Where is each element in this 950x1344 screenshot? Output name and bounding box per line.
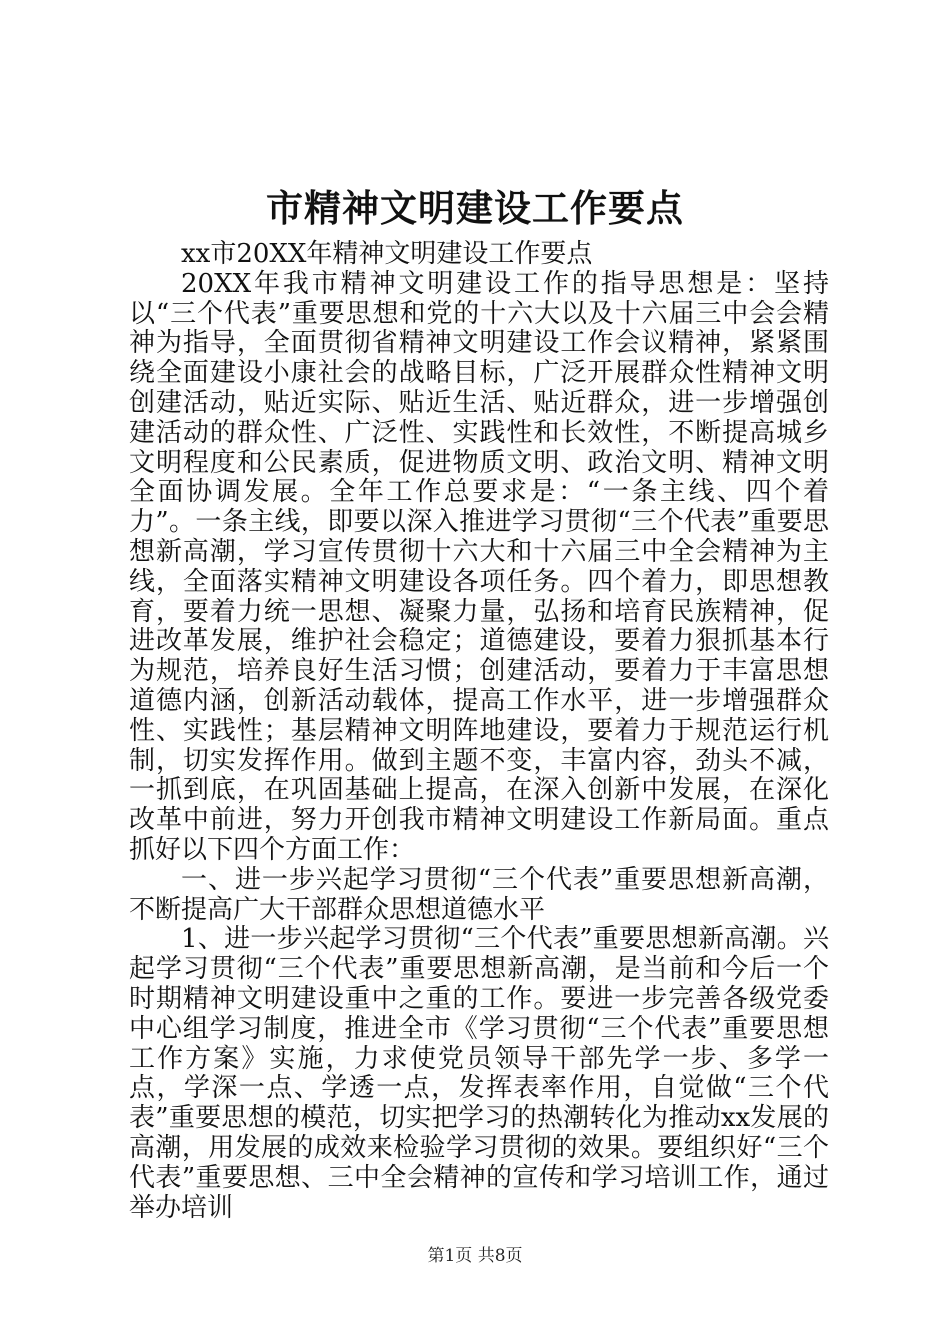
body-paragraph: 20XX年我市精神文明建设工作的指导思想是：坚持以“三个代表”重要思想和党的十六大以及十六届三中会会精神为指导，全面贯彻省精神文明建设工作会议精神，紧紧围绕全面建设小康社会的战略目标，广泛开展群众性精神文明创建活动，贴近实际、贴近生活、贴近群众，进一步增强创建活动的群众性、广泛性、实践性和长效性，不断提高城乡文明程度和公民素质，促进物质文明、政治文明、精神文明全面协调发展。全年工作总要求是：“一条主线、四个着力”。一条主线，即要以深入推进学习贯彻“三个代表”重要思想新高潮，学习宣传贯彻十六大和十六届三中全会精神为主线，全面落实精神文明建设各项任务。四个着力，即思想教育，要着力统一思想、凝聚力量，弘扬和培育民族精神，促进改革发展，维护社会稳定；道德建设，要着力狠抓基本行为规范，培养良好生活习惯；创建活动，要着力于丰富思想道德内涵，创新活动载体，提高工作水平，进一步增强群众性、实践性；基层精神文明阵地建设，要着力于规范运行机制，切实发挥作用。做到主题不变，丰富内容，劲头不减，一抓到底，在巩固基础上提高，在深入创新中发展，在深化改革中前进，努力开创我市精神文明建设工作新局面。重点抓好以下四个方面工作：: [129, 268, 829, 865]
section-heading: 一、进一步兴起学习贯彻“三个代表”重要思想新高潮，不断提高广大干部群众思想道德水平: [129, 864, 829, 925]
page-footer: 第1页 共8页: [427, 1246, 523, 1266]
subtitle-paragraph: xx市20XX年精神文明建设工作要点: [181, 239, 593, 269]
body-paragraph: 1、进一步兴起学习贯彻“三个代表”重要思想新高潮。兴起学习贯彻“三个代表”重要思想新高潮，是当前和今后一个时期精神文明建设重中之重的工作。要进一步完善各级党委中心组学习制度，推进全市《学习贯彻“三个代表”重要思想工作方案》实施，力求使党员领导干部先学一步、多学一点，学深一点、学透一点，发挥表率作用，自觉做“三个代表”重要思想的模范，切实把学习的热潮转化为推动xx发展的高潮，用发展的成效来检验学习贯彻的效果。要组织好“三个代表”重要思想、三中全会精神的宣传和学习培训工作，通过举办培训: [129, 924, 829, 1223]
document-body: [129, 240, 829, 1223]
document-title: 市精神文明建设工作要点: [266, 186, 684, 230]
